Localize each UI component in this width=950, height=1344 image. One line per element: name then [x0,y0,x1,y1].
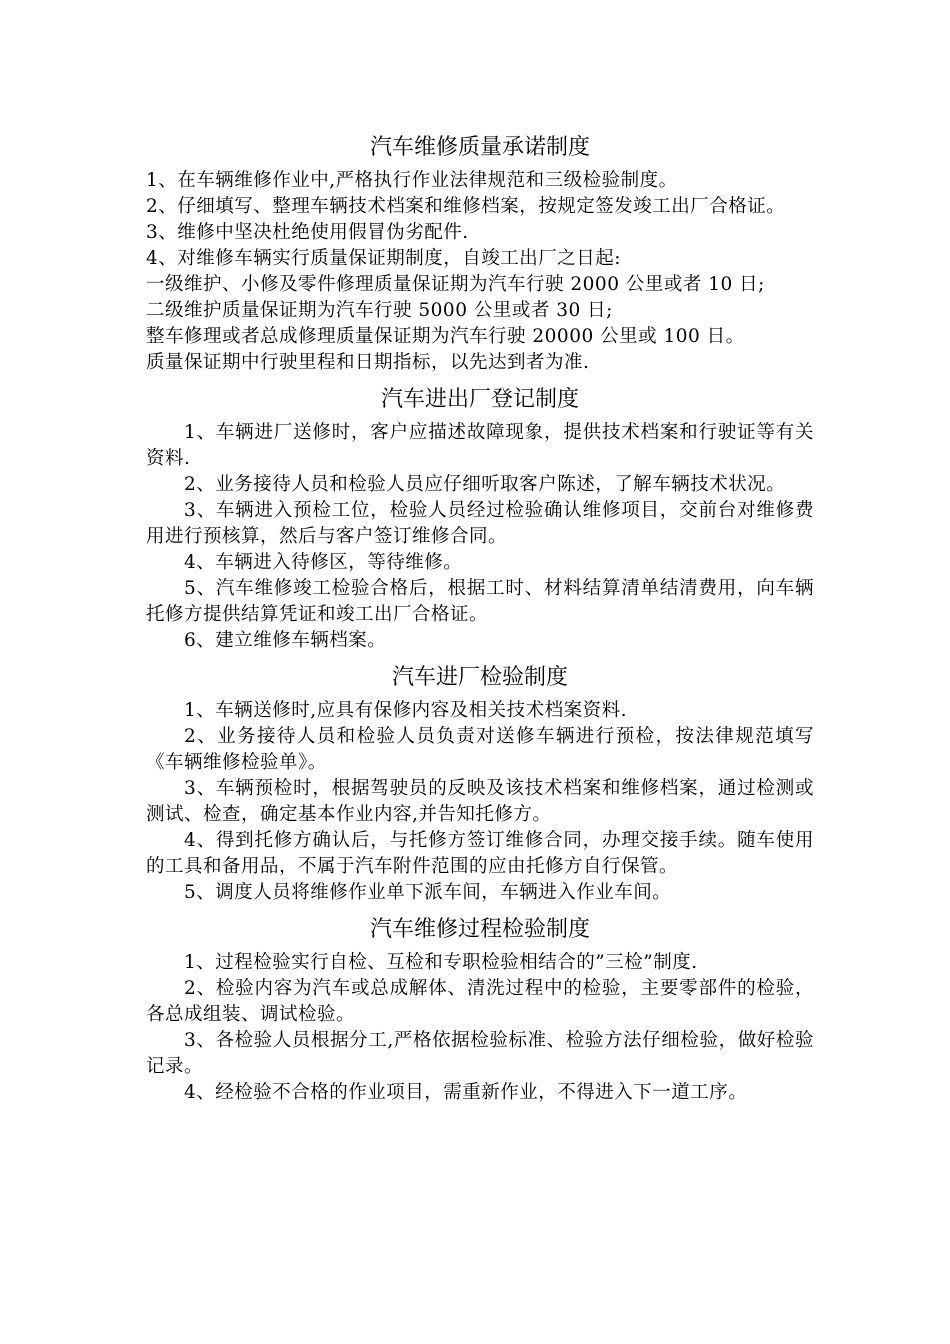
paragraph: 4、车辆进入待修区，等待维修。 [184,552,463,573]
paragraph: 整车修理或者总成修理质量保证期为汽车行驶 20000 公里或 100 日。 [146,326,745,347]
paragraph: 4、对维修车辆实行质量保证期制度，自竣工出厂之日起: [146,248,622,269]
paragraph: 1、在车辆维修作业中,严格执行作业法律规范和三级检验制度。 [146,170,678,191]
section-title: 汽车维修质量承诺制度 [369,135,590,160]
section-entry-exit-registration [146,380,814,654]
section-title: 汽车维修过程检验制度 [369,917,590,942]
paragraph: 质量保证期中行驶里程和日期指标，以先达到者为准. [146,352,590,373]
paragraph: 3、各检验人员根据分工,严格依据检验标准、检验方法仔细检验，做好检验记录。 [146,1030,814,1077]
paragraph: 3、车辆预检时，根据驾驶员的反映及该技术档案和维修档案，通过检测或测试、检查，确定基本作业内容,并告知托修方。 [146,778,814,825]
section-entry-inspection [146,658,814,906]
paragraph: 5、汽车维修竣工检验合格后，根据工时、材料结算清单结清费用，向车辆托修方提供结算凭证和竣工出厂合格证。 [146,578,814,625]
paragraph: 3、维修中坚决杜绝使用假冒伪劣配件. [146,222,469,243]
paragraph: 2、仔细填写、整理车辆技术档案和维修档案，按规定签发竣工出厂合格证。 [146,196,786,217]
section-title: 汽车进厂检验制度 [391,665,568,690]
paragraph: 4、得到托修方确认后，与托修方签订维修合同，办理交接手续。随车使用的工具和备用品，不属于汽车附件范围的应由托修方自行保管。 [146,830,814,877]
paragraph: 6、建立维修车辆档案。 [184,630,387,651]
section-quality-commitment [146,128,814,376]
section-title: 汽车进出厂登记制度 [380,387,579,412]
paragraph: 1、车辆进厂送修时，客户应描述故障现象，提供技术档案和行驶证等有关资料. [146,422,814,469]
paragraph: 2、业务接待人员和检验人员应仔细听取客户陈述，了解车辆技术状况。 [184,474,786,495]
paragraph: 3、车辆进入预检工位，检验人员经过检验确认维修项目，交前台对维修费用进行预核算，然后与客户签订维修合同。 [146,500,814,547]
paragraph: 5、调度人员将维修作业单下派车间，车辆进入作业车间。 [184,882,672,903]
paragraph: 2、检验内容为汽车或总成解体、清洗过程中的检验，主要零部件的检验，各总成组装、调试检验。 [146,978,814,1025]
paragraph: 1、车辆送修时,应具有保修内容及相关技术档案资料. [184,700,628,721]
paragraph: 2、业务接待人员和检验人员负责对送修车辆进行预检，按法律规范填写《车辆维修检验单》。 [146,726,814,773]
paragraph: 4、经检验不合格的作业项目，需重新作业，不得进入下一道工序。 [184,1082,748,1103]
section-process-inspection [146,910,814,1106]
document-page [146,128,814,1106]
paragraph: 二级维护质量保证期为汽车行驶 5000 公里或者 30 日; [146,300,613,321]
paragraph: 1、过程检验实行自检、互检和专职检验相结合的”三检”制度. [184,952,698,973]
paragraph: 一级维护、小修及零件修理质量保证期为汽车行驶 2000 公里或者 10 日; [146,274,765,295]
